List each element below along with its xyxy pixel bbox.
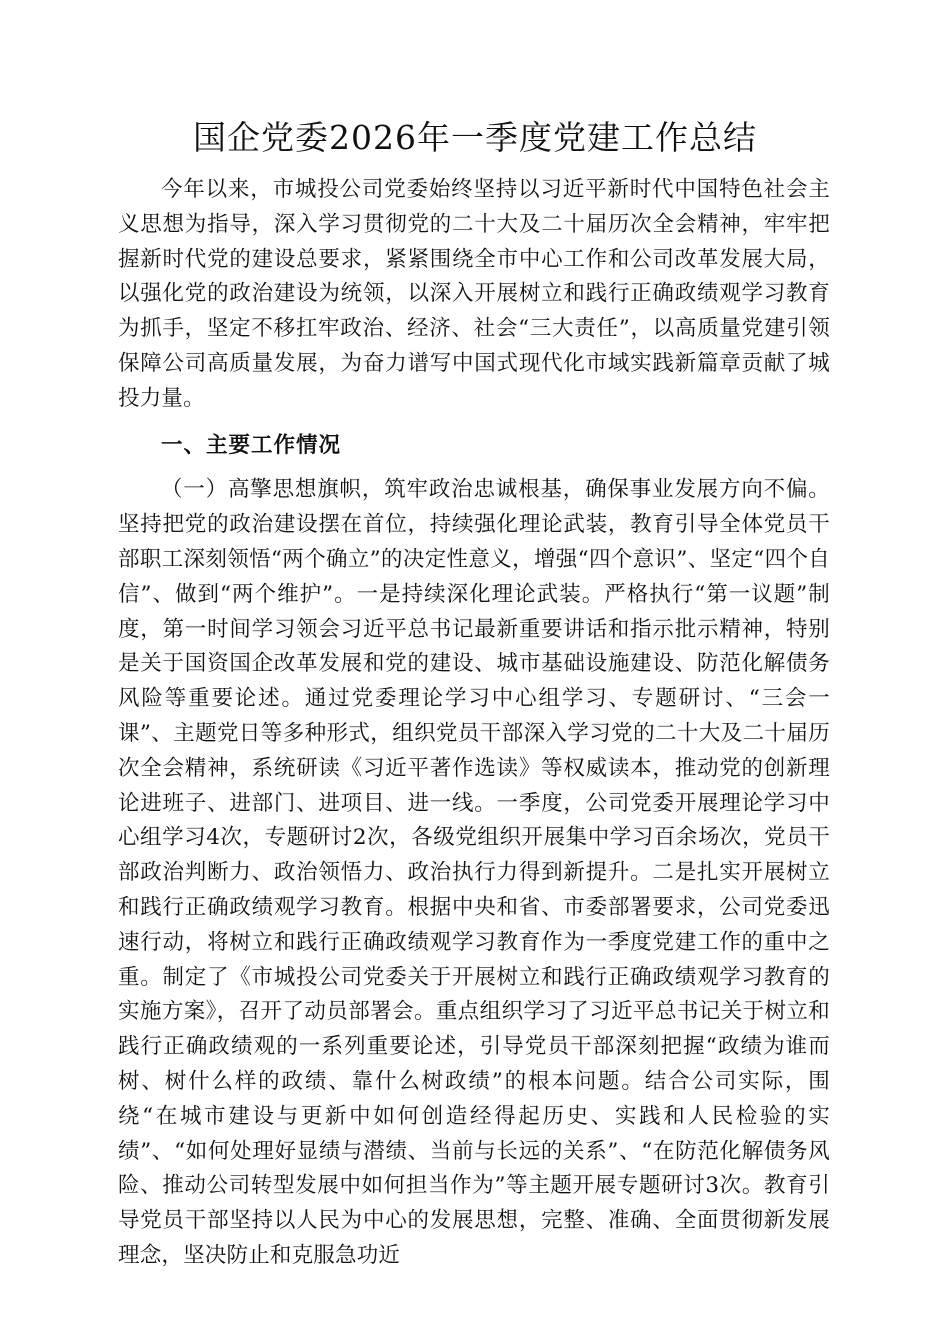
intro-paragraph: 今年以来，市城投公司党委始终坚持以习近平新时代中国特色社会主义思想为指导，深入学习贯彻党的二十大及二十届历次全会精神，牢牢把握新时代党的建设总要求，紧紧围绕全市中心工作和公司改革发展大局，以强化党的政治建设为统领，以深入开展树立和践行正确政绩观学习教育为抓手，坚定不移扛牢政治、经济、社会“三大责任”，以高质量党建引领保障公司高质量发展，为奋力谱写中国式现代化市域实践新篇章贡献了城投力量。 bbox=[118, 177, 830, 411]
section-paragraph: （一）高擎思想旗帜，筑牢政治忠诚根基，确保事业发展方向不偏。坚持把党的政治建设摆在首位，持续强化理论武装，教育引导全体党员干部职工深刻领悟“两个确立”的决定性意义，增强“四个意识”、坚定“四个自信”、做到“两个维护”。一是持续深化理论武装。严格执行“第一议题”制度，第一时间学习领会习近平总书记最新重要讲话和指示批示精神，特别是关于国资国企改革发展和党的建设、城市基础设施建设、防范化解债务风险等重要论述。通过党委理论学习中心组学习、专题研讨、“三会一课”、主题党日等多种形式，组织党员干部深入学习党的二十大及二十届历次全会精神，系统研读《习近平著作选读》等权威读本，推动党的创新理论进班子、进部门、进项目、进一线。一季度，公司党委开展理论学习中心组学习4次，专题研讨2次，各级党组织开展集中学习百余场次，党员干部政治判断力、政治领悟力、政治执行力得到新提升。二是扎实开展树立和践行正确政绩观学习教育。根据中央和省、市委部署要求，公司党委迅速行动，将树立和践行正确政绩观学习教育作为一季度党建工作的重中之重。制定了《市城投公司党委关于开展树立和践行正确政绩观学习教育的实施方案》，召开了动员部署会。重点组织学习了习近平总书记关于树立和践行正确政绩观的一系列重要论述，引导党员干部深刻把握“政绩为谁而树、树什么样的政绩、靠什么树政绩”的根本问题。结合公司实际，围绕“在城市建设与更新中如何创造经得起历史、实践和人民检验的实绩”、“如何处理好显绩与潜绩、当前与长远的关系”、“在防范化解债务风险、推动公司转型发展中如何担当作为”等主题开展专题研讨3次。教育引导党员干部坚持以人民为中心的发展思想，完整、准确、全面贯彻新发展理念，坚决防止和克服急功近 bbox=[118, 477, 830, 1268]
document-title: 国企党委2026年一季度党建工作总结 bbox=[193, 118, 757, 157]
document-body bbox=[118, 173, 830, 1274]
section-heading: 一、主要工作情况 bbox=[161, 432, 342, 458]
